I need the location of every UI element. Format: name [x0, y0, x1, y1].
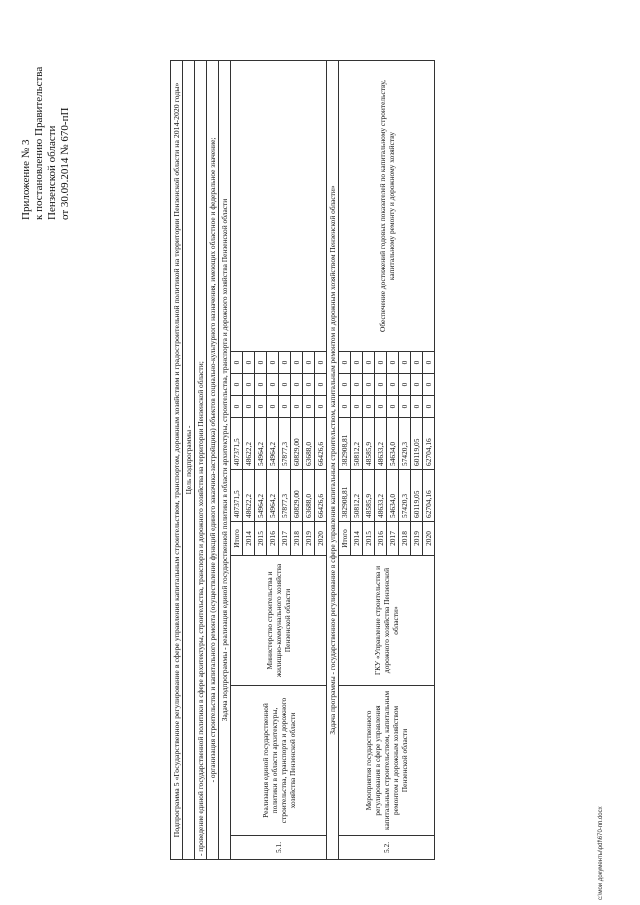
year-cell: Итого [231, 522, 243, 556]
year-cell: 2014 [351, 522, 363, 556]
measure-name: Реализация единой государственной политики в области архитектуры, строительства, транспорта и дорожного хозяйства Пензенской области [231, 686, 327, 836]
value-cell: 0 [315, 374, 327, 396]
year-cell: 2019 [411, 522, 423, 556]
value-cell: 0 [399, 352, 411, 374]
appendix-header [20, 40, 72, 220]
total-cell: 60119,05 [411, 470, 423, 522]
budget-cell: 48585,9 [363, 418, 375, 470]
value-cell: 0 [351, 352, 363, 374]
budget-cell: 60119,05 [411, 418, 423, 470]
value-cell: 0 [351, 374, 363, 396]
total-cell: 57877,3 [279, 470, 291, 522]
value-cell: 0 [267, 374, 279, 396]
goal-header: Цель подпрограммы - [183, 61, 195, 860]
value-cell: 0 [339, 396, 351, 418]
value-cell: 0 [387, 396, 399, 418]
value-cell: 0 [399, 396, 411, 418]
value-cell: 0 [255, 374, 267, 396]
table-row [339, 61, 351, 860]
table-row [231, 61, 243, 860]
value-cell: 0 [339, 352, 351, 374]
year-cell: 2017 [387, 522, 399, 556]
value-cell: 0 [243, 374, 255, 396]
value-cell: 0 [339, 374, 351, 396]
year-cell: 2020 [423, 522, 435, 556]
value-cell: 0 [267, 396, 279, 418]
value-cell: 0 [375, 352, 387, 374]
total-cell: 48633,2 [375, 470, 387, 522]
total-cell: 50812,2 [351, 470, 363, 522]
value-cell: 0 [243, 352, 255, 374]
total-cell: 62704,16 [423, 470, 435, 522]
total-cell: 54634,0 [387, 470, 399, 522]
budget-cell: 62704,16 [423, 418, 435, 470]
value-cell: 0 [423, 352, 435, 374]
result-cell: Обеспечение достижений годовых показателей по капитальному строительству, капитальному ремонту и дорожному хозяйству [339, 61, 435, 352]
value-cell: 0 [279, 352, 291, 374]
rotated-document-page [20, 40, 620, 900]
value-cell: 0 [303, 374, 315, 396]
total-cell: 48585,9 [363, 470, 375, 522]
executor: ГКУ «Управление строительства и дорожного хозяйства Пензенской области» [339, 556, 435, 686]
total-cell: 48622,2 [243, 470, 255, 522]
value-cell: 0 [411, 352, 423, 374]
value-cell: 0 [351, 396, 363, 418]
value-cell: 0 [387, 374, 399, 396]
year-cell: 2016 [375, 522, 387, 556]
value-cell: 0 [363, 374, 375, 396]
year-cell: 2018 [291, 522, 303, 556]
value-cell: 0 [387, 352, 399, 374]
value-cell: 0 [315, 396, 327, 418]
year-cell: 2020 [315, 522, 327, 556]
result-cell [231, 61, 327, 352]
year-cell: 2017 [279, 522, 291, 556]
total-cell: 57420,3 [399, 470, 411, 522]
executor: Министерство строительства и жилищно-коммунального хозяйства Пензенской области [231, 556, 327, 686]
value-cell: 0 [363, 396, 375, 418]
total-cell: 54964,2 [267, 470, 279, 522]
value-cell: 0 [291, 374, 303, 396]
measure-name: Мероприятия государственного регулирования в сфере управления капитальным строительством, капитальным ремонтом и дорожным хозяйством Пензенской области [339, 686, 435, 836]
appendix-line-3: Пензенской области [46, 125, 58, 220]
value-cell: 0 [255, 396, 267, 418]
value-cell: 0 [411, 374, 423, 396]
value-cell: 0 [375, 396, 387, 418]
budget-cell: 57420,3 [399, 418, 411, 470]
budget-cell: 57877,3 [279, 418, 291, 470]
budget-cell: 48633,2 [375, 418, 387, 470]
value-cell: 0 [279, 374, 291, 396]
budget-cell: 48622,2 [243, 418, 255, 470]
value-cell: 0 [291, 352, 303, 374]
budget-cell: 63688,0 [303, 418, 315, 470]
total-cell: 54964,2 [255, 470, 267, 522]
year-cell: 2015 [363, 522, 375, 556]
value-cell: 0 [363, 352, 375, 374]
value-cell: 0 [231, 374, 243, 396]
value-cell: 0 [315, 352, 327, 374]
budget-cell: 54634,0 [387, 418, 399, 470]
budget-cell: 66426,6 [315, 418, 327, 470]
value-cell: 0 [279, 396, 291, 418]
year-cell: 2014 [243, 522, 255, 556]
year-cell: Итого [339, 522, 351, 556]
value-cell: 0 [291, 396, 303, 418]
budget-cell: 60829,00 [291, 418, 303, 470]
value-cell: 0 [423, 374, 435, 396]
year-cell: 2016 [267, 522, 279, 556]
value-cell: 0 [231, 352, 243, 374]
subprogram-title: Подпрограмма 5 «Государственное регулирование в сфере управления капитальным строительством, транспортом, дорожным хозяйством и градостроительной политикой на территории Пензенской области на 2014-2020 годы» [171, 61, 183, 860]
file-path-footer: c:\мои документы\pdf\670-пп.docx [598, 806, 604, 900]
value-cell: 0 [423, 396, 435, 418]
appendix-line-1: Приложение № 3 [20, 139, 32, 220]
total-cell: 382908,81 [339, 470, 351, 522]
value-cell: 0 [375, 374, 387, 396]
value-cell: 0 [267, 352, 279, 374]
total-cell: 66426,6 [315, 470, 327, 522]
budget-cell: 407371,5 [231, 418, 243, 470]
value-cell: 0 [243, 396, 255, 418]
total-cell: 60829,00 [291, 470, 303, 522]
budget-cell: 54964,2 [267, 418, 279, 470]
year-cell: 2015 [255, 522, 267, 556]
year-cell: 2019 [303, 522, 315, 556]
appendix-line-2: к постановлению Правительства [33, 66, 45, 220]
value-cell: 0 [231, 396, 243, 418]
appendix-line-4: от 30.09.2014 № 670-пП [59, 107, 71, 220]
section-number: 5.2. [339, 836, 435, 860]
budget-cell: 54964,2 [255, 418, 267, 470]
value-cell: 0 [303, 352, 315, 374]
total-cell: 407371,5 [231, 470, 243, 522]
task-2: Задача программы - государственное регулирование в сфере управления капитальным строительством, капитальным ремонтом и дорожным хозяйством Пензенской области» [327, 61, 339, 860]
budget-cell: 382908,81 [339, 418, 351, 470]
budget-cell: 50812,2 [351, 418, 363, 470]
goal-text-2: - организация строительства и капитального ремонта (осуществление функций единого заказчика-застройщика) объектов социально-культурного назначения, имеющих областное и федеральное значение; [207, 61, 219, 860]
task-1: Задача подпрограммы - реализация единой государственной политики в области архитектуры, строительства, транспорта и дорожного хозяйства Пензенской области [219, 61, 231, 860]
value-cell: 0 [411, 396, 423, 418]
value-cell: 0 [399, 374, 411, 396]
goal-text-1: - проведение единой государственной политики в сфере архитектуры, строительства, транспорта и дорожного хозяйства на территории Пензенской области; [195, 61, 207, 860]
total-cell: 63688,0 [303, 470, 315, 522]
value-cell: 0 [303, 396, 315, 418]
year-cell: 2018 [399, 522, 411, 556]
value-cell: 0 [255, 352, 267, 374]
subprogram-table [170, 60, 435, 860]
section-number: 5.1. [231, 836, 327, 860]
